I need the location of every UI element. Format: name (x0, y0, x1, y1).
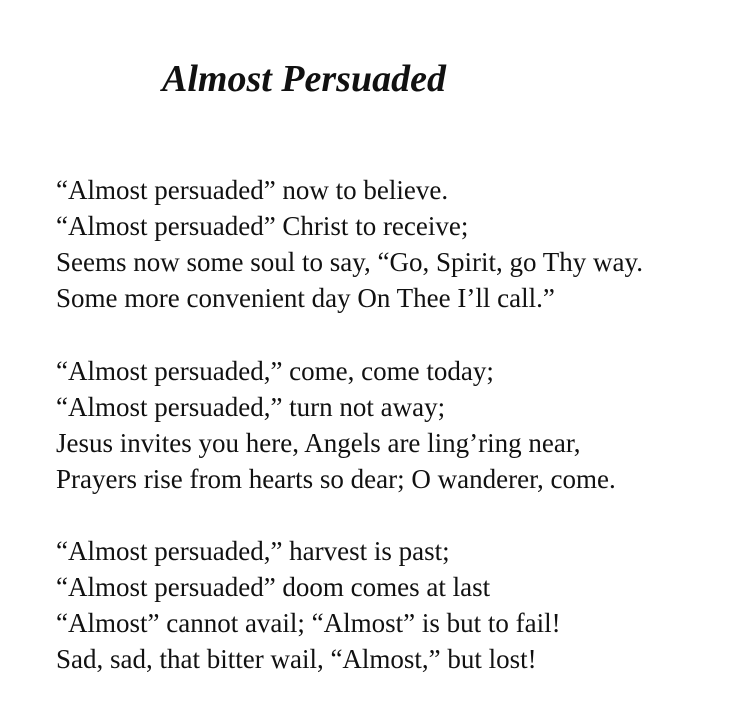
stanza-1-line-1: “Almost persuaded” now to believe. (56, 175, 449, 205)
stanza-2-line-1: “Almost persuaded,” come, come today; (56, 356, 494, 386)
stanza-1 (56, 172, 643, 316)
stanza-1-line-2: “Almost persuaded” Christ to receive; (56, 211, 469, 241)
stanza-2 (56, 353, 616, 497)
stanza-2-line-4: Prayers rise from hearts so dear; O wanderer, come. (56, 464, 616, 494)
stanza-3-line-1: “Almost persuaded,” harvest is past; (56, 536, 450, 566)
stanza-1-line-3: Seems now some soul to say, “Go, Spirit, go Thy way. (56, 247, 643, 277)
stanza-2-line-2: “Almost persuaded,” turn not away; (56, 392, 446, 422)
stanza-3-line-4: Sad, sad, that bitter wail, “Almost,” but lost! (56, 644, 537, 674)
stanza-3-line-3: “Almost” cannot avail; “Almost” is but to fail! (56, 608, 561, 638)
stanza-3 (56, 533, 561, 677)
poem-title: Almost Persuaded (162, 58, 446, 100)
stanza-1-line-4: Some more convenient day On Thee I’ll call.” (56, 283, 555, 313)
stanza-3-line-2: “Almost persuaded” doom comes at last (56, 572, 491, 602)
stanza-2-line-3: Jesus invites you here, Angels are ling’ring near, (56, 428, 581, 458)
